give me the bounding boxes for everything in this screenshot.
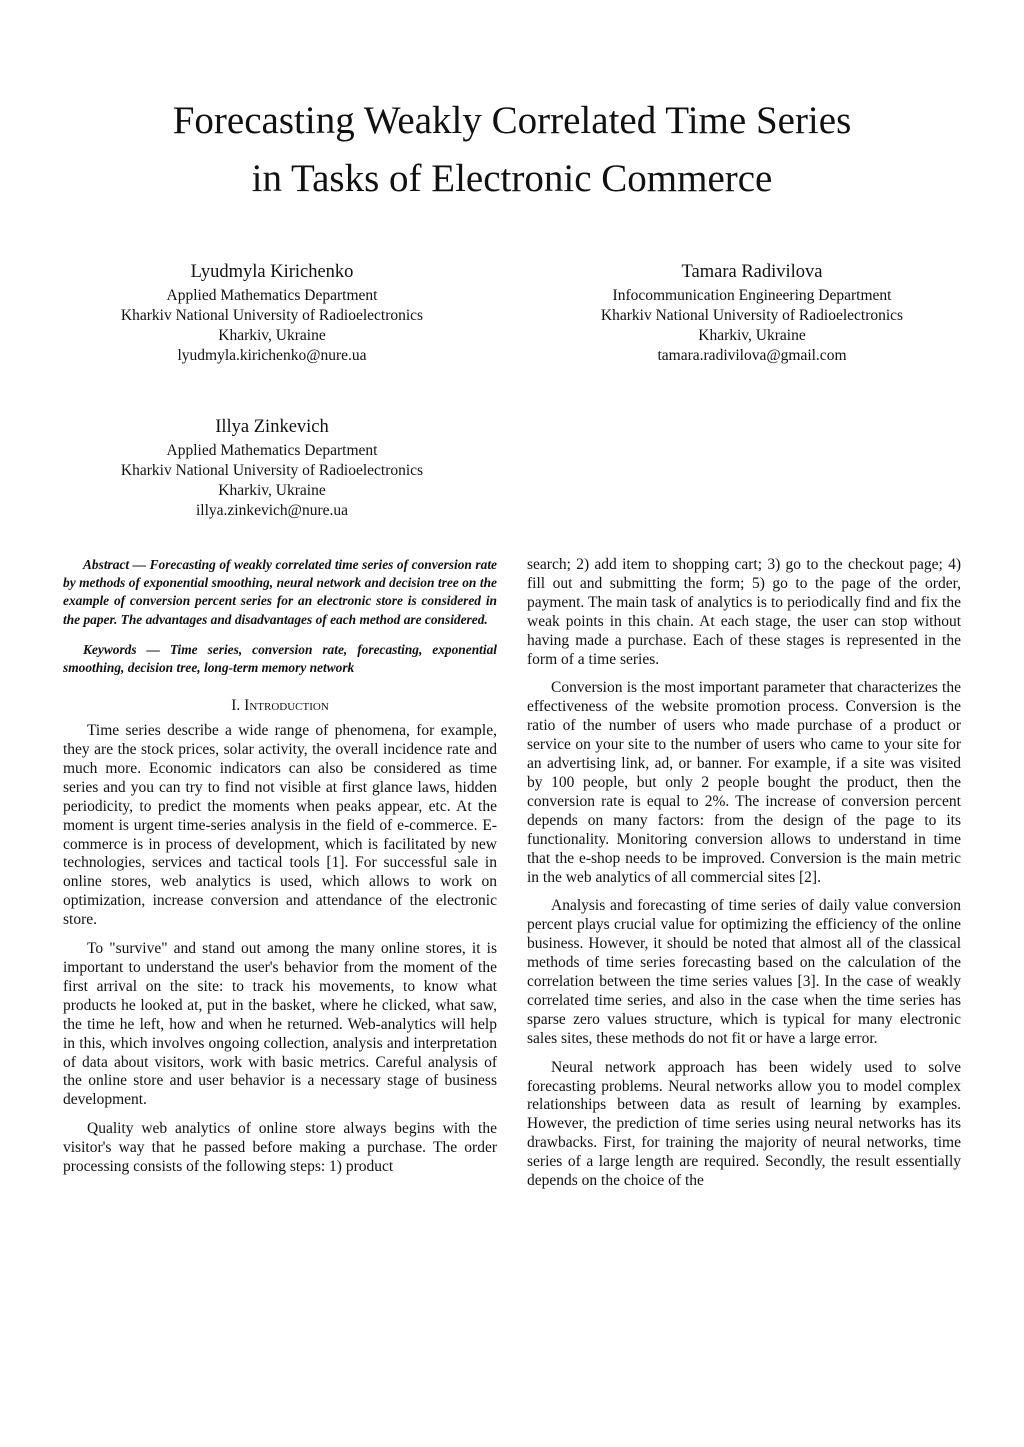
body-paragraph-continuation: search; 2) add item to shopping cart; 3) go to the checkout page; 4) fill out and submitting the form; 5) go to the page of the order, payment. The main task of analytics is to periodically find and fix the weak points in this chain. At each stage, the user can stop without having made a purchase. Each of these stages is represented in the form of a time series. bbox=[527, 556, 961, 668]
author-block-2 bbox=[572, 260, 932, 366]
author-organization: Kharkiv National University of Radioelectronics bbox=[120, 307, 424, 324]
abstract: Abstract — Forecasting of weakly correlated time series of conversion rate by methods of exponential smoothing, neural network and decision tree on the example of conversion percent series for an electronic store is considered in the paper. The advantages and disadvantages of each method are considered. bbox=[63, 557, 497, 627]
section-title: Introduction bbox=[244, 697, 329, 715]
author-name: Illya Zinkevich bbox=[215, 417, 329, 437]
body-paragraph: Quality web analytics of online store always begins with the visitor's way that he passed before making a purchase. The order processing consists of the following steps: 1) product bbox=[63, 1120, 497, 1176]
author-block-3 bbox=[92, 415, 452, 521]
paper-title bbox=[0, 92, 1024, 208]
body-paragraph: Time series describe a wide range of phenomena, for example, they are the stock prices, solar activity, the overall incidence rate and much more. Economic indicators can also be considered as time series and you can try to find not visible at first glance laws, hidden periodicity, to predict the moments when peaks appear, etc. At the moment is urgent time-series analysis in the field of e-commerce. E-commerce is in process of development, which is facilitated by new technologies, services and tactical tools [1]. For successful sale in online stores, web analytics is used, which allows to work on optimization, increase conversion and attendance of the electronic store. bbox=[63, 722, 497, 929]
section-number: I. bbox=[231, 697, 241, 715]
author-department: Applied Mathematics Department bbox=[166, 442, 378, 459]
body-paragraph: Neural network approach has been widely used to solve forecasting problems. Neural networks allow you to model complex relationships between data as result of learning by examples. However, the prediction of time series using neural networks has its drawbacks. First, for training the majority of neural networks, time series of a large length are required. Secondly, the result essentially depends on the choice of the bbox=[527, 1058, 961, 1190]
title-line-2: in Tasks of Electronic Commerce bbox=[251, 157, 773, 200]
body-paragraph: To "survive" and stand out among the many online stores, it is important to understand the user's behavior from the moment of the first arrival on the site: to track his movements, to know what products he looked at, put in the basket, where he clicked, what saw, the time he left, how and when he returned. Web-analytics will help in this, which involves ongoing collection, analysis and interpretation of data about visitors, work with basic metrics. Careful analysis of the online store and user behavior is a necessary stage of business development. bbox=[63, 940, 497, 1109]
section-heading-introduction bbox=[63, 697, 497, 716]
author-block-1 bbox=[92, 260, 452, 366]
body-paragraph: Conversion is the most important parameter that characterizes the effectiveness of the website promotion process. Conversion is the ratio of the number of users who made purchase of a product or service on your site to the number of users who came to your site for an advertising link, ad, or banner. For example, if a site was visited by 100 people, but only 2 people bought the product, then the conversion rate is equal to 2%. The increase of conversion percent depends on many factors: from the design of the page to its functionality. Monitoring conversion allows to understand in time that the e-shop needs to be improved. Conversion is the main metric in the web analytics of all commercial sites [2]. bbox=[527, 679, 961, 886]
author-organization: Kharkiv National University of Radioelectronics bbox=[120, 462, 424, 479]
author-organization: Kharkiv National University of Radioelectronics bbox=[600, 307, 904, 324]
author-city: Kharkiv, Ukraine bbox=[218, 327, 326, 344]
author-department: Infocommunication Engineering Department bbox=[612, 287, 892, 304]
title-line-1: Forecasting Weakly Correlated Time Series bbox=[172, 99, 852, 142]
author-email: tamara.radivilova@gmail.com bbox=[657, 347, 847, 364]
author-department: Applied Mathematics Department bbox=[166, 287, 378, 304]
author-city: Kharkiv, Ukraine bbox=[698, 327, 806, 344]
keywords: Keywords — Time series, conversion rate, forecasting, exponential smoothing, decision tree, long-term memory network bbox=[63, 641, 497, 676]
body-paragraph: Analysis and forecasting of time series of daily value conversion percent plays crucial value for optimizing the efficiency of the online business. However, it should be noted that almost all of the classical methods of time series forecasting based on the calculation of the correlation between the time series values [3]. In the case of weakly correlated time series, and also in the case when the time series has sparse zero values structure, which is typical for many electronic sales sites, these methods do not fit or have a large error. bbox=[527, 897, 961, 1047]
author-email: lyudmyla.kirichenko@nure.ua bbox=[177, 347, 367, 364]
author-name: Lyudmyla Kirichenko bbox=[190, 262, 354, 282]
author-email: illya.zinkevich@nure.ua bbox=[196, 502, 348, 519]
author-city: Kharkiv, Ukraine bbox=[218, 482, 326, 499]
left-column bbox=[63, 556, 497, 1187]
author-name: Tamara Radivilova bbox=[681, 262, 823, 282]
right-column bbox=[527, 556, 961, 1201]
